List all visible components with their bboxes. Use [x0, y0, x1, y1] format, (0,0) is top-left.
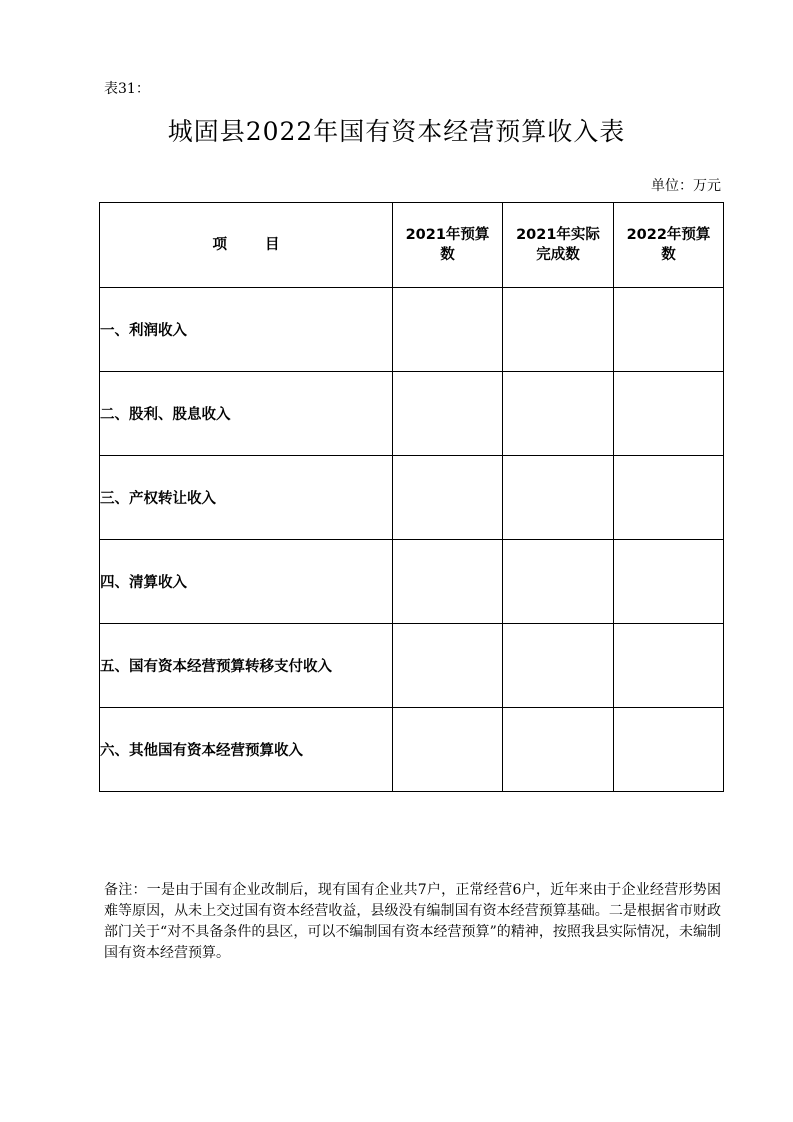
- remarks-note: 备注：一是由于国有企业改制后，现有国有企业共7户，正常经营6户，近年来由于企业经营形势困难等原因，从未上交过国有资本经营收益，县级没有编制国有资本经营预算基础。二是根据省市财政部门关于“对不具备条件的县区，可以不编制国有资本经营预算”的精神，按照我县实际情况，未编制国有资本经营预算。: [104, 882, 721, 961]
- cell-2021-actual: [503, 708, 614, 792]
- page-title: 城固县2022年国有资本经营预算收入表: [167, 117, 626, 146]
- row-label: 二、股利、股息收入: [100, 372, 393, 456]
- cell-2022-budget: [614, 624, 724, 708]
- header-2022-budget: 2022年预算数: [614, 203, 724, 288]
- cell-2021-actual: [503, 456, 614, 540]
- table-row: [100, 456, 724, 540]
- cell-2021-budget: [393, 624, 503, 708]
- table-row: [100, 708, 724, 792]
- cell-2022-budget: [614, 708, 724, 792]
- cell-2021-budget: [393, 456, 503, 540]
- row-label: 四、清算收入: [100, 540, 393, 624]
- row-label: 三、产权转让收入: [100, 456, 393, 540]
- cell-2021-budget: [393, 288, 503, 372]
- table-row: [100, 288, 724, 372]
- table-row: [100, 540, 724, 624]
- cell-2021-budget: [393, 708, 503, 792]
- table-header-row: [100, 203, 724, 288]
- unit-label: 单位：万元: [651, 178, 721, 194]
- table-row: [100, 372, 724, 456]
- header-2021-budget: 2021年预算数: [393, 203, 503, 288]
- table-number: 表31：: [104, 81, 150, 97]
- cell-2021-actual: [503, 288, 614, 372]
- cell-2022-budget: [614, 288, 724, 372]
- table-row: [100, 624, 724, 708]
- cell-2021-actual: [503, 372, 614, 456]
- row-label: 六、其他国有资本经营预算收入: [100, 708, 393, 792]
- cell-2021-budget: [393, 372, 503, 456]
- revenue-table: [99, 202, 724, 792]
- cell-2021-actual: [503, 624, 614, 708]
- row-label: 五、国有资本经营预算转移支付收入: [100, 624, 393, 708]
- cell-2021-actual: [503, 540, 614, 624]
- cell-2021-budget: [393, 540, 503, 624]
- row-label: 一、利润收入: [100, 288, 393, 372]
- header-item: 项 目: [100, 203, 393, 288]
- cell-2022-budget: [614, 456, 724, 540]
- header-2021-actual: 2021年实际完成数: [503, 203, 614, 288]
- cell-2022-budget: [614, 372, 724, 456]
- cell-2022-budget: [614, 540, 724, 624]
